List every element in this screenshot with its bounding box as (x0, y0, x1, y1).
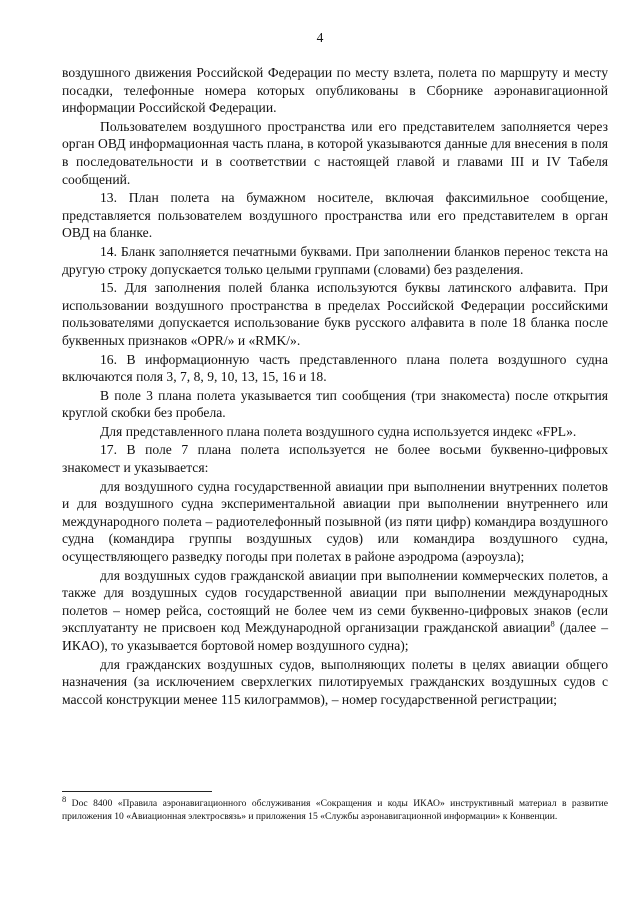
paragraph: В поле 3 плана полета указывается тип сообщения (три знакоместа) после открытия круглой скобки без пробела. (62, 387, 608, 421)
paragraph-text: для воздушных судов гражданской авиации при выполнении коммерческих полетов, а также для воздушных судов государственной авиации при выполнении международных полетов – номер рейса, состоящий не более чем из семи буквенно-цифровых знаков (если эксплуатанту не присвоен код Международной организации гражданской авиации (62, 567, 608, 636)
footnote (62, 793, 608, 823)
paragraph: воздушного движения Российской Федерации по месту взлета, полета по маршруту и месту посадки, телефонные номера которых опубликованы в Сборнике аэронавигационной информации Российской Федерации. (62, 65, 608, 116)
paragraph: 16. В информационную часть представленного плана полета воздушного судна включаются поля 3, 7, 8, 9, 10, 13, 15, 16 и 18. (62, 351, 608, 385)
paragraph: 15. Для заполнения полей бланка используются буквы латинского алфавита. При использовании воздушного пространства в пределах Российской Федерации российскими пользователями допускается использование букв русского алфавита в поле 18 бланка после буквенных признаков «OPR/» и «RMK/». (62, 280, 608, 348)
paragraph: для воздушного судна государственной авиации при выполнении внутренних полетов и для воздушного судна экспериментальной авиации при выполнении внутреннего или международного полета – радиотелефонный позывной (из пяти цифр) командира воздушного судна (командира группы воздушных судов) или командира воздушного судна, осуществляющего разведку погоды при полетах в районе аэродрома (аэроузла); (62, 478, 608, 565)
paragraph (62, 567, 608, 655)
footnote-marker: 8 (62, 793, 67, 804)
footnote-reference[interactable]: 8 (550, 618, 555, 629)
footnote-divider (62, 791, 212, 792)
paragraph-text-tail: (далее – ИКАО), то указывается бортовой номер воздушного судна); (62, 620, 608, 653)
paragraph: 14. Бланк заполняется печатными буквами. При заполнении бланков перенос текста на другую строку допускается только целыми группами (словами) без разделения. (62, 243, 608, 277)
paragraph: Пользователем воздушного пространства или его представителем заполняется через орган ОВД информационная часть плана, в которой указываются данные для внесения в поля в последовательности и в соответствии с настоящей главой и главами III и IV Табеля сообщений. (62, 118, 608, 187)
footnote-text: Doc 8400 «Правила аэронавигационного обслуживания «Сокращения и коды ИКАО» инструктивный материал в развитие приложения 10 «Авиационная электросвязь» и приложения 15 «Службы аэронавигационной информации» к Конвенции. (62, 798, 608, 823)
page-number: 4 (316, 30, 324, 45)
paragraph: 17. В поле 7 плана полета используется не более восьми буквенно-цифровых знакомест и указывается: (62, 442, 608, 476)
paragraph: для гражданских воздушных судов, выполняющих полеты в целях авиации общего назначения (за исключением сверхлегких пилотируемых гражданских воздушных судов с массой конструкции менее 115 килограммов), – номер государственной регистрации; (62, 656, 608, 707)
paragraph: Для представленного плана полета воздушного судна используется индекс «FPL». (100, 423, 577, 439)
document-body (62, 64, 608, 708)
paragraph: 13. План полета на бумажном носителе, включая факсимильное сообщение, представляется пользователем воздушного пространства или его представителем в орган ОВД на бланке. (62, 190, 608, 241)
